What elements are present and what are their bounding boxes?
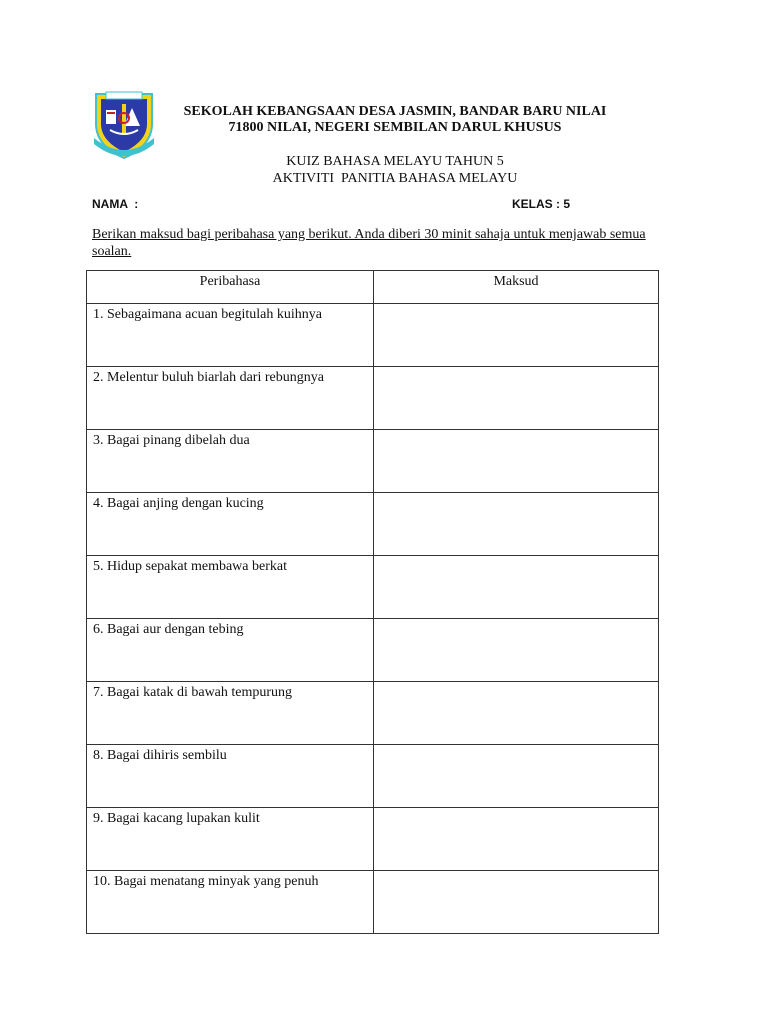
meaning-cell[interactable] (374, 682, 659, 745)
proverb-cell: 9. Bagai kacang lupakan kulit (87, 808, 374, 871)
table-header-row (87, 271, 659, 304)
kelas-label: KELAS : 5 (512, 197, 571, 211)
proverb-cell: 8. Bagai dihiris sembilu (87, 745, 374, 808)
table-row (87, 808, 659, 871)
meaning-cell[interactable] (374, 493, 659, 556)
proverb-cell: 3. Bagai pinang dibelah dua (87, 430, 374, 493)
meaning-cell[interactable] (374, 619, 659, 682)
table-row (87, 367, 659, 430)
meaning-cell[interactable] (374, 745, 659, 808)
table-row (87, 493, 659, 556)
table-row (87, 745, 659, 808)
table-row (87, 682, 659, 745)
proverb-cell: 5. Hidup sepakat membawa berkat (87, 556, 374, 619)
school-address: 71800 NILAI, NEGERI SEMBILAN DARUL KHUSUS (228, 120, 562, 135)
quiz-subtitle: AKTIVITI PANITIA BAHASA MELAYU (272, 171, 518, 186)
header-maksud: Maksud (374, 271, 659, 304)
meaning-cell[interactable] (374, 430, 659, 493)
table-row (87, 619, 659, 682)
table-row (87, 304, 659, 367)
table-row (87, 556, 659, 619)
instructions: Berikan maksud bagi peribahasa yang berikut. Anda diberi 30 minit sahaja untuk menjawab semua soalan. (92, 227, 646, 259)
nama-label: NAMA : (92, 197, 139, 211)
proverb-cell: 1. Sebagaimana acuan begitulah kuihnya (87, 304, 374, 367)
proverb-cell: 7. Bagai katak di bawah tempurung (87, 682, 374, 745)
proverb-cell: 6. Bagai aur dengan tebing (87, 619, 374, 682)
meaning-cell[interactable] (374, 367, 659, 430)
meaning-cell[interactable] (374, 871, 659, 934)
school-name: SEKOLAH KEBANGSAAN DESA JASMIN, BANDAR BARU NILAI (183, 104, 607, 119)
proverb-cell: 4. Bagai anjing dengan kucing (87, 493, 374, 556)
meaning-cell[interactable] (374, 304, 659, 367)
proverb-cell: 10. Bagai menatang minyak yang penuh (87, 871, 374, 934)
header-peribahasa: Peribahasa (87, 271, 374, 304)
table-row (87, 871, 659, 934)
proverb-cell: 2. Melentur buluh biarlah dari rebungnya (87, 367, 374, 430)
meaning-cell[interactable] (374, 808, 659, 871)
proverb-table (86, 270, 659, 934)
meaning-cell[interactable] (374, 556, 659, 619)
school-crest-icon (92, 88, 156, 160)
quiz-title: KUIZ BAHASA MELAYU TAHUN 5 (286, 154, 504, 169)
table-row (87, 430, 659, 493)
